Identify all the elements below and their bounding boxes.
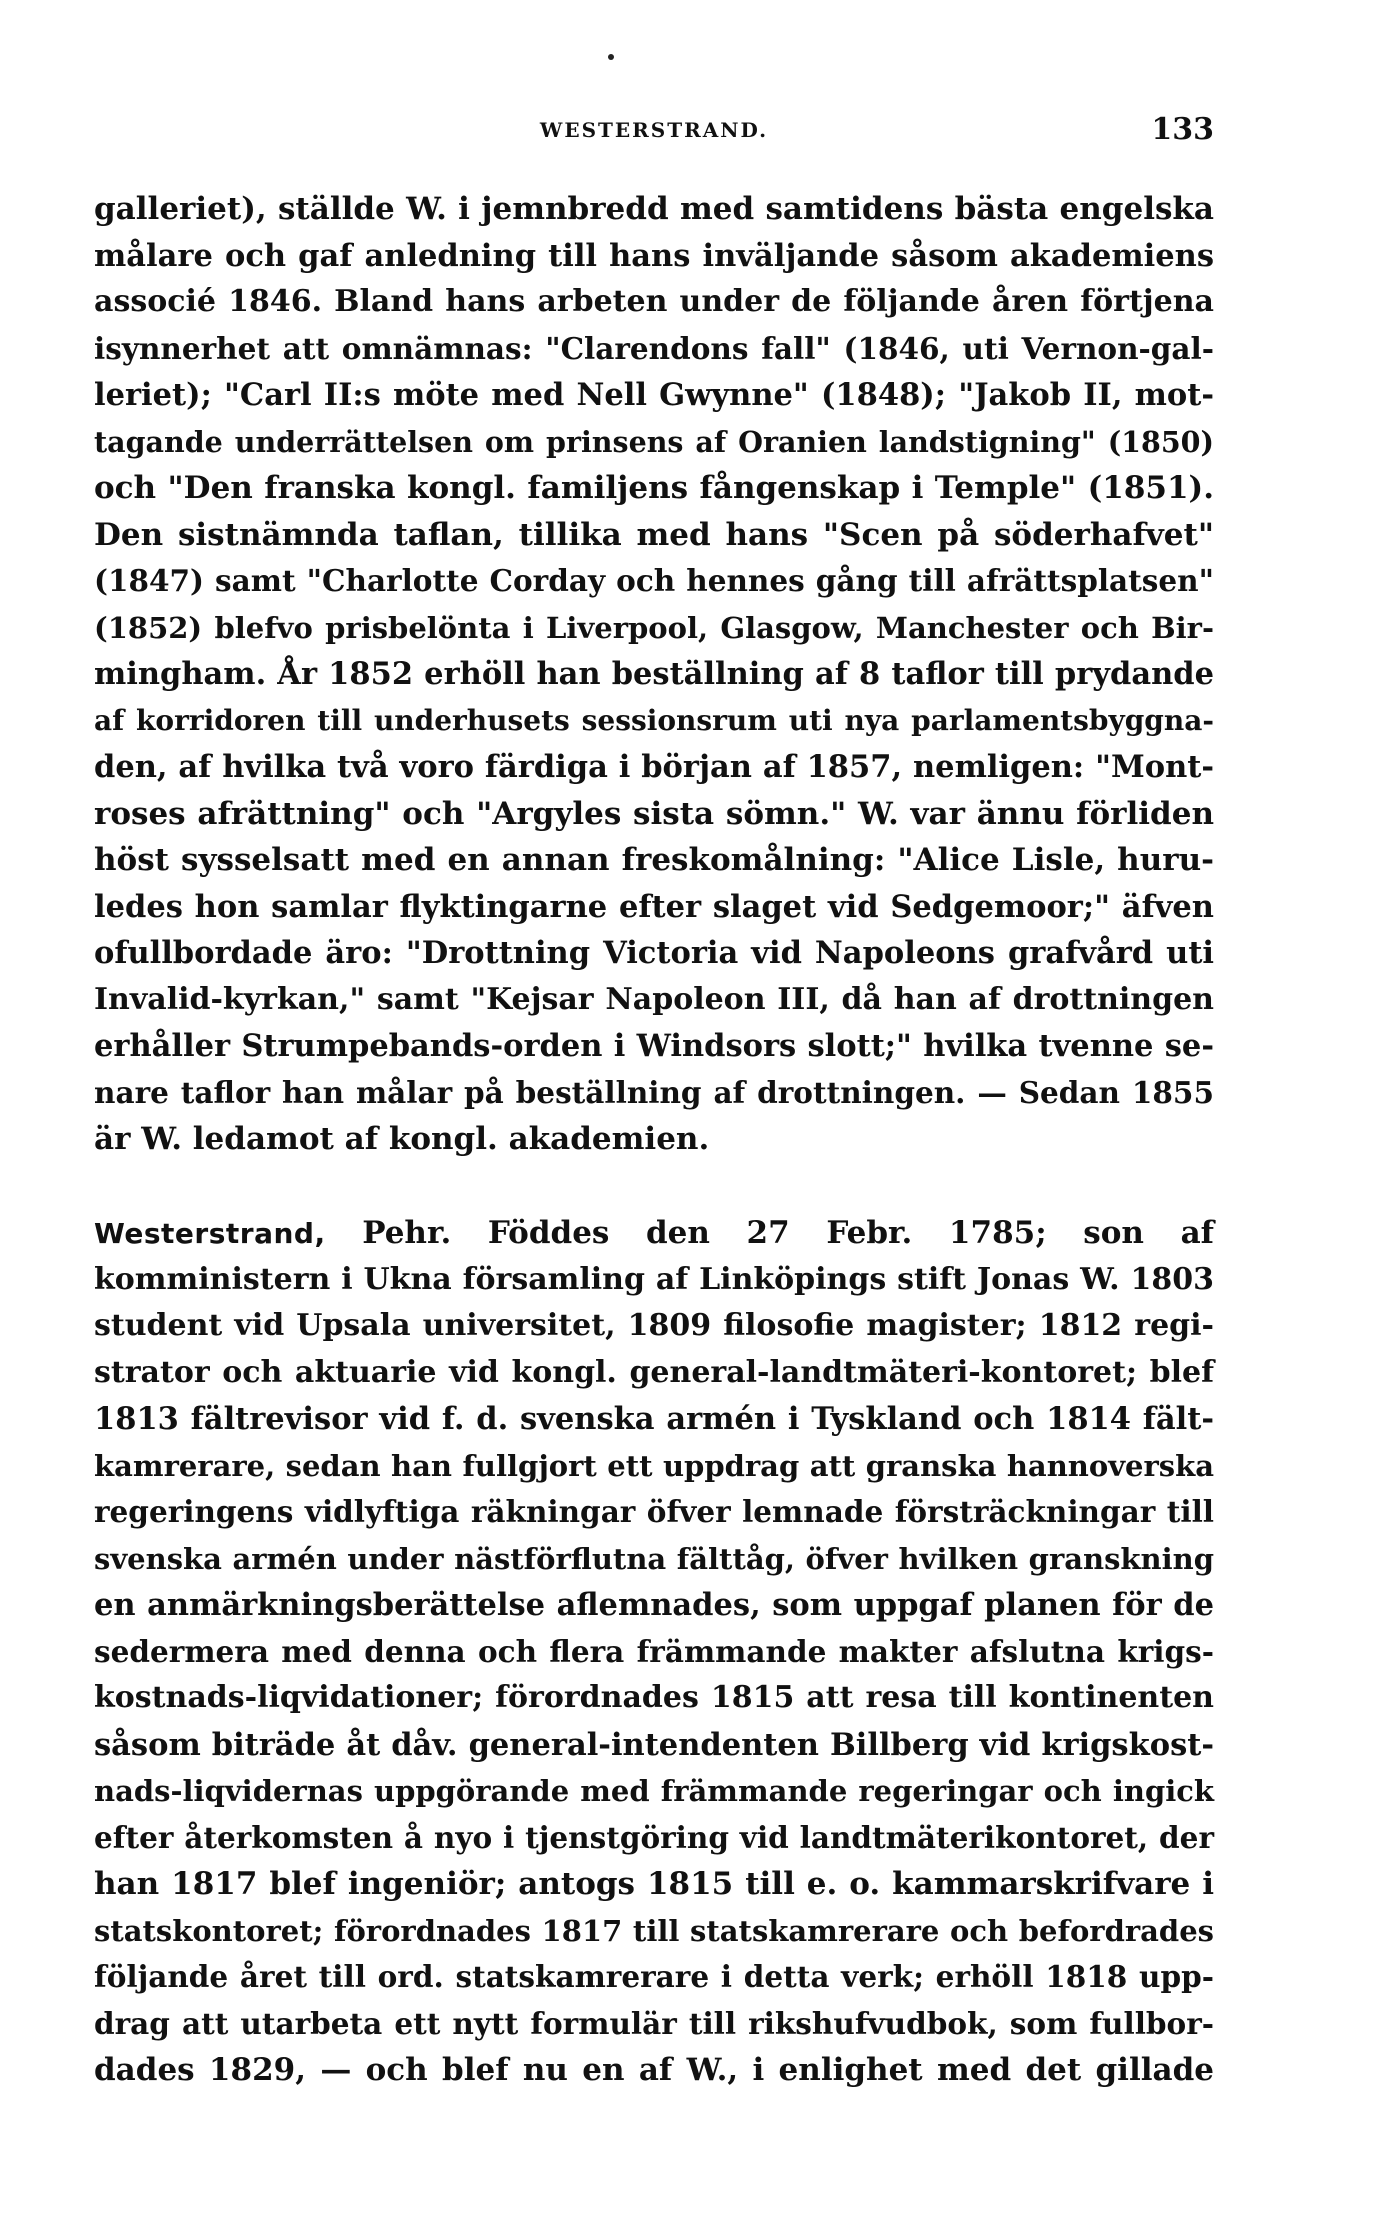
text-line: Den sistnämnda taflan, tillika med hans "Scen på söderhafvet": [94, 516, 1214, 553]
paragraph-westerstrand-entry: [94, 1210, 1214, 2094]
text-line: ledes hon samlar flyktingarne efter slaget vid Sedgemoor;" äfven: [94, 888, 1214, 925]
text-line: (1847) samt "Charlotte Corday och hennes gång till afrättsplatsen": [94, 563, 1214, 598]
text-line: höst sysselsatt med en annan freskomålning: "Alice Lisle, huru-: [94, 842, 1214, 878]
text-line: roses afrättning" och "Argyles sista sömn." W. var ännu förliden: [94, 795, 1214, 832]
entry-name: Westerstrand,: [94, 1217, 326, 1250]
text-line: 1813 fältrevisor vid f. d. svenska armén i Tyskland och 1814 fält-: [94, 1401, 1214, 1437]
text-line: isynnerhet att omnämnas: "Clarendons fall" (1846, uti Vernon-gal-: [94, 330, 1214, 366]
text-line: leriet); "Carl II:s möte med Nell Gwynne" (1848); "Jakob II, mot-: [94, 377, 1214, 413]
text-line: dades 1829, — och blef nu en af W., i enlighet med det gillade: [94, 2052, 1214, 2088]
text-line: statskontoret; förordnades 1817 till statskamrerare och befordrades: [94, 1913, 1214, 1948]
page-number: 133: [1151, 112, 1214, 147]
text-line: ofullbordade äro: "Drottning Victoria vid Napoleons grafvård uti: [94, 935, 1214, 971]
text-line: (1852) blefvo prisbelönta i Liverpool, Glasgow, Manchester och Bir-: [94, 610, 1214, 645]
text-line: efter återkomsten å nyo i tjenstgöring vid landtmäterikontoret, der: [94, 1819, 1214, 1855]
text-line: komministern i Ukna församling af Linköpings stift Jonas W. 1803: [94, 1261, 1214, 1297]
text-line: associé 1846. Bland hans arbeten under de följande åren förtjena: [94, 284, 1214, 319]
print-speck: [608, 54, 614, 60]
text-line: galleriet), ställde W. i jemnbredd med samtidens bästa engelska: [94, 191, 1214, 227]
text-line: [94, 1210, 1214, 1257]
text-line: student vid Upsala universitet, 1809 filosofie magister; 1812 regi-: [94, 1308, 1214, 1343]
text-line: drag att utarbeta ett nytt formulär till rikshufvudbok, som fullbor-: [94, 2005, 1214, 2041]
text-line: kostnads-liqvidationer; förordnades 1815 att resa till kontinenten: [94, 1680, 1214, 1715]
page-header: [94, 112, 1214, 158]
text-line: nads-liqvidernas uppgörande med främmande regeringar och ingick: [94, 1774, 1214, 1808]
text-line: tagande underrättelsen om prinsens af Oranien landstigning" (1850): [94, 424, 1214, 459]
text-line: är W. ledamot af kongl. akademien.: [94, 1121, 710, 1157]
text-line: regeringens vidlyftiga räkningar öfver lemnade försträckningar till: [94, 1494, 1214, 1529]
entry-first-line: Pehr. Föddes den 27 Febr. 1785; son af: [362, 1215, 1214, 1251]
text-line: följande året till ord. statskamrerare i detta verk; erhöll 1818 upp-: [94, 1959, 1214, 1994]
text-line: han 1817 blef ingeniör; antogs 1815 till e. o. kammarskrifvare i: [94, 1866, 1214, 1902]
text-line: en anmärkningsberättelse aflemnades, som uppgaf planen för de: [94, 1587, 1214, 1623]
text-line: målare och gaf anledning till hans inväljande såsom akademiens: [94, 237, 1214, 274]
running-head: WESTERSTRAND.: [539, 118, 769, 142]
text-line: och "Den franska kongl. familjens fångenskap i Temple" (1851).: [94, 470, 1214, 506]
text-line: nare taflor han målar på beställning af drottningen. — Sedan 1855: [94, 1074, 1214, 1110]
text-line: Invalid-kyrkan," samt "Kejsar Napoleon III, då han af drottningen: [94, 981, 1214, 1017]
text-line: kamrerare, sedan han fullgjort ett uppdrag att granska hannoverska: [94, 1448, 1214, 1483]
text-line: erhåller Strumpebands-orden i Windsors slott;" hvilka tvenne se-: [94, 1028, 1214, 1064]
paragraph-continued-biography: [94, 186, 1214, 1163]
text-line: af korridoren till underhusets sessionsrum uti nya parlamentsbyggna-: [94, 703, 1214, 737]
text-line: den, af hvilka två voro färdiga i början af 1857, nemligen: "Mont-: [94, 749, 1214, 785]
text-line: såsom biträde åt dåv. general-intendenten Billberg vid krigskost-: [94, 1726, 1214, 1763]
text-line: svenska armén under nästförflutna fälttåg, öfver hvilken granskning: [94, 1541, 1214, 1576]
text-line: sedermera med denna och flera främmande makter afslutna krigs-: [94, 1633, 1214, 1669]
text-line: strator och aktuarie vid kongl. general-landtmäteri-kontoret; blef: [94, 1354, 1214, 1390]
text-line: mingham. År 1852 erhöll han beställning af 8 taflor till prydande: [94, 656, 1214, 692]
